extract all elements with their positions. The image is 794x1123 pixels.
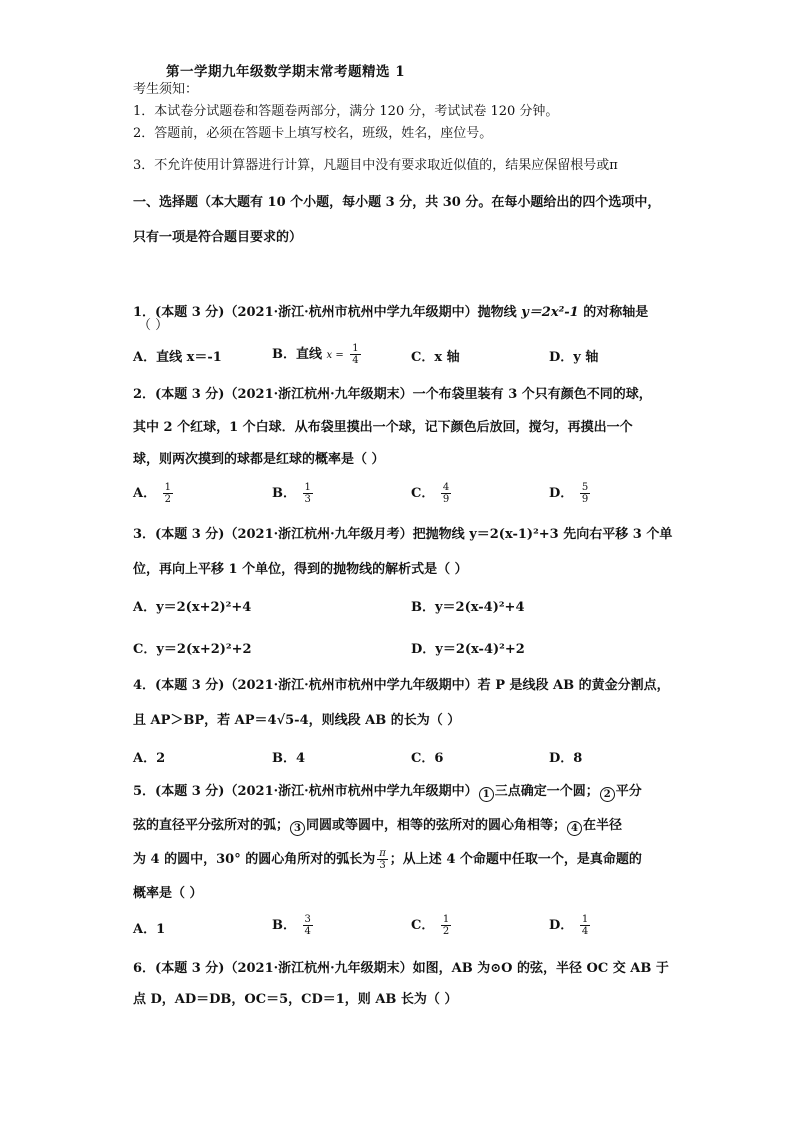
question-5-line-1-suffix: 平分 (615, 784, 642, 799)
question-1-suffix: 的对称轴是 (583, 305, 649, 320)
question-2-line-3: 球，则两次摸到的球都是红球的概率是（ ） (133, 452, 385, 467)
circled-number-2: 2 (600, 787, 615, 802)
circled-number-3: 3 (290, 821, 305, 836)
question-5-line-1 (133, 784, 642, 802)
question-5-line-1-prefix: 5．(本题 3 分)（2021·浙江·杭州市杭州中学九年级期中） (133, 784, 478, 799)
question-4-line-2: 且 AP＞BP，若 AP＝4√5-4，则线段 AB 的长为（ ） (133, 713, 461, 728)
question-5-arc-denominator: 3 (379, 860, 386, 871)
question-1-stem (133, 305, 648, 321)
question-1-prefix: 1．(本题 3 分)（2021·浙江·杭州市杭州中学九年级期中）抛物线 (133, 305, 517, 320)
notice-heading: 考生须知： (133, 82, 199, 97)
question-2-option-b-denominator: 3 (304, 494, 311, 505)
question-5-line-2-suffix: 在半径 (583, 818, 623, 833)
question-2-option-a-numerator: 1 (164, 482, 171, 493)
question-2-line-2: 其中 2 个红球，1 个白球．从布袋里摸出一个球，记下颜色后放回，搅匀，再摸出一个 (133, 420, 633, 435)
question-2-option-c-denominator: 9 (442, 494, 450, 505)
question-3-line-1: 3．(本题 3 分)（2021·浙江杭州·九年级月考）把抛物线 y＝2(x-1)²+3 先向右平移 3 个单 (133, 527, 673, 542)
question-5-option-b (272, 914, 315, 937)
question-2-option-b-label: B． (272, 486, 296, 501)
page-title: 第一学期九年级数学期末常考题精选 1 (166, 64, 406, 80)
question-6-line-2: 点 D，AD＝DB，OC＝5，CD＝1，则 AB 长为（ ） (133, 992, 458, 1007)
circled-number-1: 1 (479, 787, 494, 802)
question-3-line-2: 位，再向上平移 1 个单位，得到的抛物线的解析式是（ ） (133, 562, 468, 577)
question-2-option-b (272, 482, 315, 505)
question-5-line-2-prefix: 弦的直径平分弦所对的弧； (133, 818, 290, 833)
question-3-option-b: B．y＝2(x-4)²+4 (411, 600, 525, 615)
question-5-line-3 (133, 848, 642, 871)
question-5-statement-1: 三点确定一个圆； (494, 784, 599, 799)
question-3-option-a: A．y＝2(x+2)²+4 (133, 600, 252, 615)
question-1-option-d: D．y 轴 (549, 350, 599, 365)
question-5-arc-numerator: π (379, 848, 386, 859)
question-5-line-4: 概率是（ ） (133, 886, 203, 901)
question-4-option-b: B．4 (272, 751, 306, 766)
question-2-option-a-denominator: 2 (164, 494, 171, 505)
question-5-option-c-numerator: 1 (442, 914, 450, 925)
circled-number-4: 4 (567, 821, 582, 836)
question-1-blank: （ ） (138, 318, 169, 333)
question-4-option-a: A．2 (133, 751, 166, 766)
question-2-option-d (549, 482, 592, 505)
question-5-option-c (411, 914, 453, 937)
question-5-option-a: A．1 (133, 922, 166, 937)
question-1-expression: y＝2x²-1 (521, 305, 579, 320)
question-1-option-a: A．直线 x＝-1 (133, 350, 222, 365)
question-1-option-b-numerator: 1 (352, 343, 359, 354)
question-3-option-d: D．y＝2(x-4)²+2 (411, 642, 525, 657)
question-5-option-d-numerator: 1 (581, 914, 589, 925)
question-5-option-b-numerator: 3 (304, 914, 311, 925)
question-4-line-1: 4．(本题 3 分)（2021·浙江·杭州市杭州中学九年级期中）若 P 是线段 AB 的黄金分割点， (133, 678, 670, 693)
question-5-option-c-denominator: 2 (442, 926, 450, 937)
section-heading-line-2: 只有一项是符合题目要求的） (133, 230, 303, 245)
question-5-line-3-suffix: ；从上述 4 个命题中任取一个，是真命题的 (389, 852, 642, 867)
question-5-option-d-label: D． (549, 918, 574, 933)
question-2-option-b-numerator: 1 (304, 482, 311, 493)
question-5-option-d-denominator: 4 (581, 926, 589, 937)
question-4-option-d: D．8 (549, 751, 583, 766)
notice-item-2: 2．答题前，必须在答题卡上填写校名，班级，姓名，座位号。 (133, 126, 493, 141)
notice-item-1: 1．本试卷分试题卷和答题卷两部分，满分 120 分，考试试卷 120 分钟。 (133, 104, 559, 119)
question-3-option-c: C．y＝2(x+2)²+2 (133, 642, 252, 657)
question-6-line-1: 6．(本题 3 分)（2021·浙江杭州·九年级期末）如图，AB 为⊙O 的弦，半径 OC 交 AB 于 (133, 961, 669, 976)
question-1-option-b (272, 343, 363, 366)
question-1-option-b-label: B．直线 (272, 347, 322, 362)
section-heading-line-1: 一、选择题（本大题有 10 个小题，每小题 3 分，共 30 分。在每小题给出的四个选项中， (133, 195, 661, 210)
question-2-option-c (411, 482, 453, 505)
question-5-line-2 (133, 818, 622, 836)
question-2-option-d-label: D． (549, 486, 574, 501)
question-5-option-b-denominator: 4 (304, 926, 311, 937)
question-2-line-1: 2．(本题 3 分)（2021·浙江杭州·九年级期末）一个布袋里装有 3 个只有颜色不同的球， (133, 387, 652, 402)
question-2-option-a (133, 482, 175, 505)
question-2-option-c-label: C． (411, 486, 435, 501)
question-1-option-b-expr: x = (326, 350, 344, 361)
question-1-option-b-denominator: 4 (352, 355, 359, 366)
question-5-option-d (549, 914, 592, 937)
question-5-statement-3: 同圆或等圆中，相等的弦所对的圆心角相等； (306, 818, 567, 833)
question-2-option-a-label: A． (133, 486, 157, 501)
question-4-option-c: C．6 (411, 751, 444, 766)
notice-item-3: 3．不允许使用计算器进行计算，凡题目中没有要求取近似值的，结果应保留根号或π (133, 158, 618, 173)
question-5-line-3-prefix: 为 4 的圆中，30° 的圆心角所对的弧长为 (133, 852, 376, 867)
question-1-option-c: C．x 轴 (411, 350, 460, 365)
question-5-option-c-label: C． (411, 918, 435, 933)
question-2-option-d-numerator: 5 (581, 482, 589, 493)
question-5-option-b-label: B． (272, 918, 296, 933)
question-2-option-c-numerator: 4 (442, 482, 450, 493)
question-2-option-d-denominator: 9 (581, 494, 589, 505)
